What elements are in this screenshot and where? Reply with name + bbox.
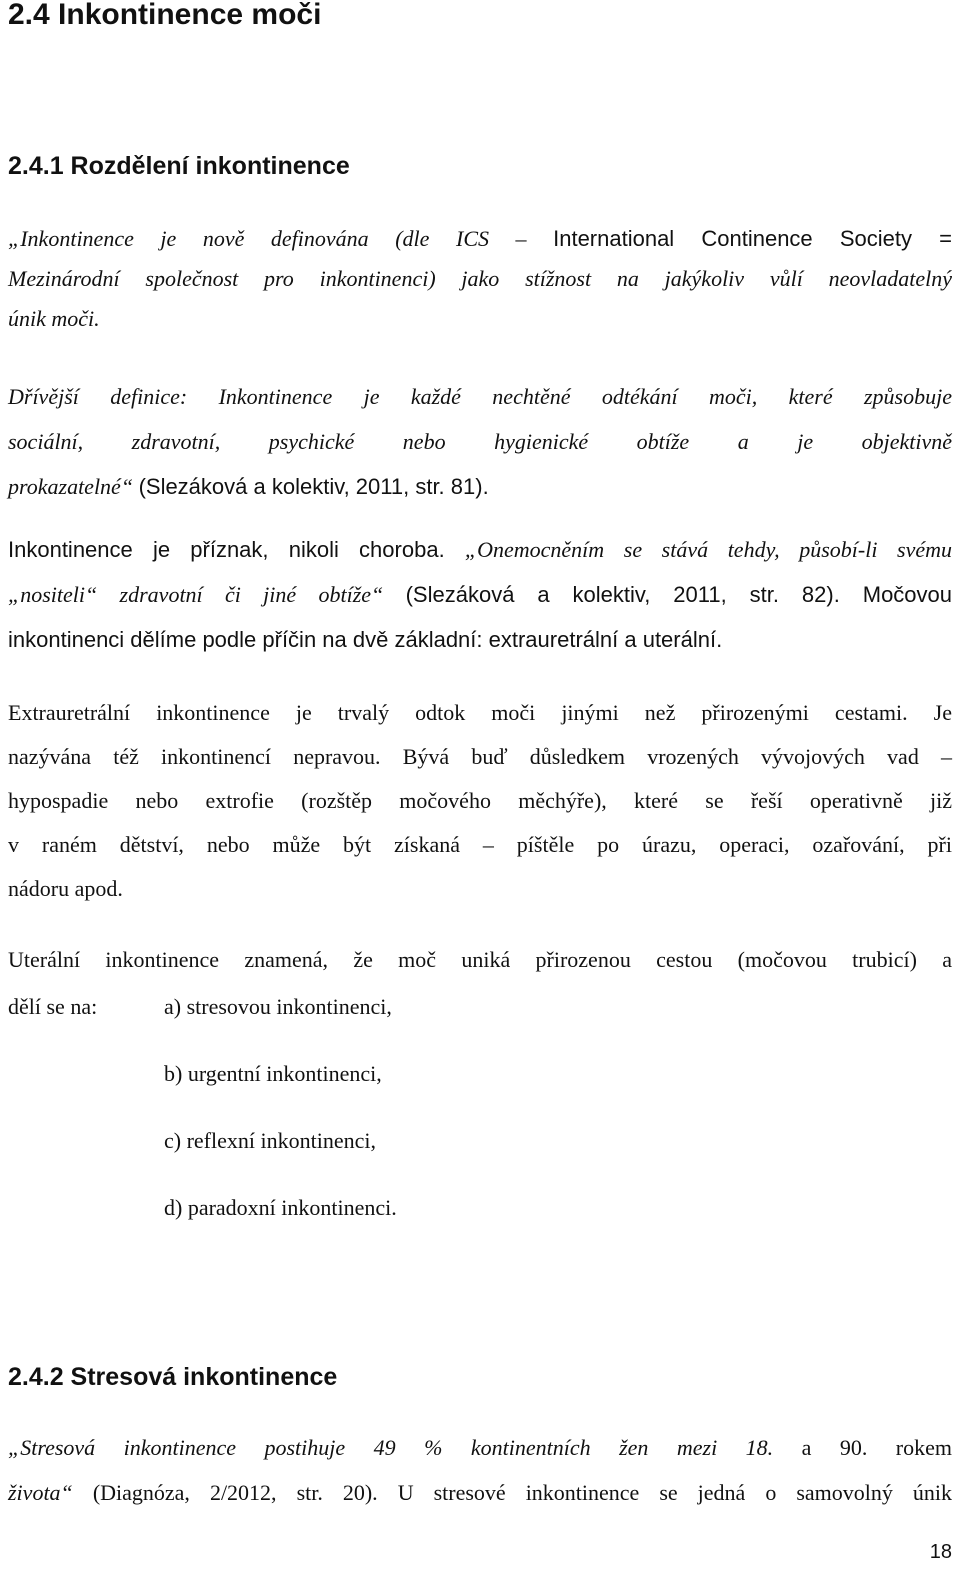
paragraph-line <box>8 224 952 254</box>
paragraph-line <box>8 535 952 565</box>
citation-text: (Slezáková a kolektiv, 2011, str. 82). Močovou <box>405 582 953 607</box>
list-intro: dělí se na: <box>8 994 98 1019</box>
quote-text: „Onemocněním se stává tehdy, působí-li svému <box>464 537 952 562</box>
paragraph-line <box>8 580 952 610</box>
plain-text: (Diagnóza, 2/2012, str. 20). U stresové inkontinence se jedná o samovolný únik <box>92 1480 952 1505</box>
plain-text: Extrauretrální inkontinence je trvalý odtok moči jinými než přirozenými cestami. Je <box>8 700 952 725</box>
paragraph-line <box>8 786 952 816</box>
plain-text: nádoru apod. <box>8 876 123 901</box>
quote-text: „Inkontinence je nově definována (dle ICS – <box>8 226 554 251</box>
plain-text: inkontinenci dělíme podle příčin na dvě základní: extrauretrální a uterální. <box>8 627 723 652</box>
list-item: c) reflexní inkontinenci, <box>164 1128 376 1153</box>
paragraph-line <box>8 382 952 412</box>
quote-text: sociální, zdravotní, psychické nebo hygienické obtíže a je objektivně <box>8 429 952 454</box>
paragraph-line <box>8 625 952 655</box>
list-item: b) urgentní inkontinenci, <box>164 1061 382 1086</box>
plain-text: Inkontinence je příznak, nikoli choroba. <box>8 537 465 562</box>
paragraph-line <box>8 698 952 728</box>
quote-text: únik moči. <box>8 306 100 331</box>
quote-text: „Stresová inkontinence postihuje 49 % kontinentních žen mezi 18. <box>8 1435 774 1460</box>
subsection-heading: 2.4.1 Rozdělení inkontinence <box>8 152 350 180</box>
paragraph-line <box>8 874 952 904</box>
paragraph-line <box>8 945 952 975</box>
paragraph-line <box>8 1433 952 1463</box>
citation-text: (Slezáková a kolektiv, 2011, str. 81). <box>138 474 489 499</box>
document-page <box>8 0 952 1581</box>
paragraph-line <box>8 472 952 502</box>
paragraph-line <box>8 830 952 860</box>
paragraph-line <box>8 304 952 334</box>
plain-text: v raném dětství, nebo může být získaná – píštěle po úrazu, operaci, ozařování, při <box>8 832 952 857</box>
paragraph-line <box>8 1478 952 1508</box>
paragraph-line <box>8 742 952 772</box>
section-heading: 2.4 Inkontinence moči <box>8 0 322 31</box>
plain-text: a 90. rokem <box>773 1435 953 1460</box>
plain-text: International Continence Society = <box>553 226 952 251</box>
plain-text: Uterální inkontinence znamená, že moč uniká přirozenou cestou (močovou trubicí) a <box>8 947 952 972</box>
paragraph-line <box>8 427 952 457</box>
plain-text: hypospadie nebo extrofie (rozštěp močového měchýře), které se řeší operativně již <box>8 788 952 813</box>
paragraph-line <box>8 264 952 294</box>
quote-text: „nositeli“ zdravotní či jiné obtíže“ <box>8 582 384 607</box>
quote-text: prokazatelné“ <box>8 474 134 499</box>
list-item: d) paradoxní inkontinenci. <box>164 1195 397 1220</box>
subsection-heading: 2.4.2 Stresová inkontinence <box>8 1363 338 1391</box>
page-number: 18 <box>929 1541 952 1563</box>
plain-text: nazývána též inkontinencí nepravou. Bývá buď důsledkem vrozených vývojových vad – <box>8 744 952 769</box>
quote-text: Mezinárodní společnost pro inkontinenci) jako stížnost na jakýkoliv vůlí neovladatelný <box>8 266 952 291</box>
quote-text: Dřívější definice: Inkontinence je každé nechtěné odtékání moči, které způsobuje <box>8 384 952 409</box>
list-item: a) stresovou inkontinenci, <box>164 994 392 1019</box>
quote-text: života“ <box>8 1480 73 1505</box>
